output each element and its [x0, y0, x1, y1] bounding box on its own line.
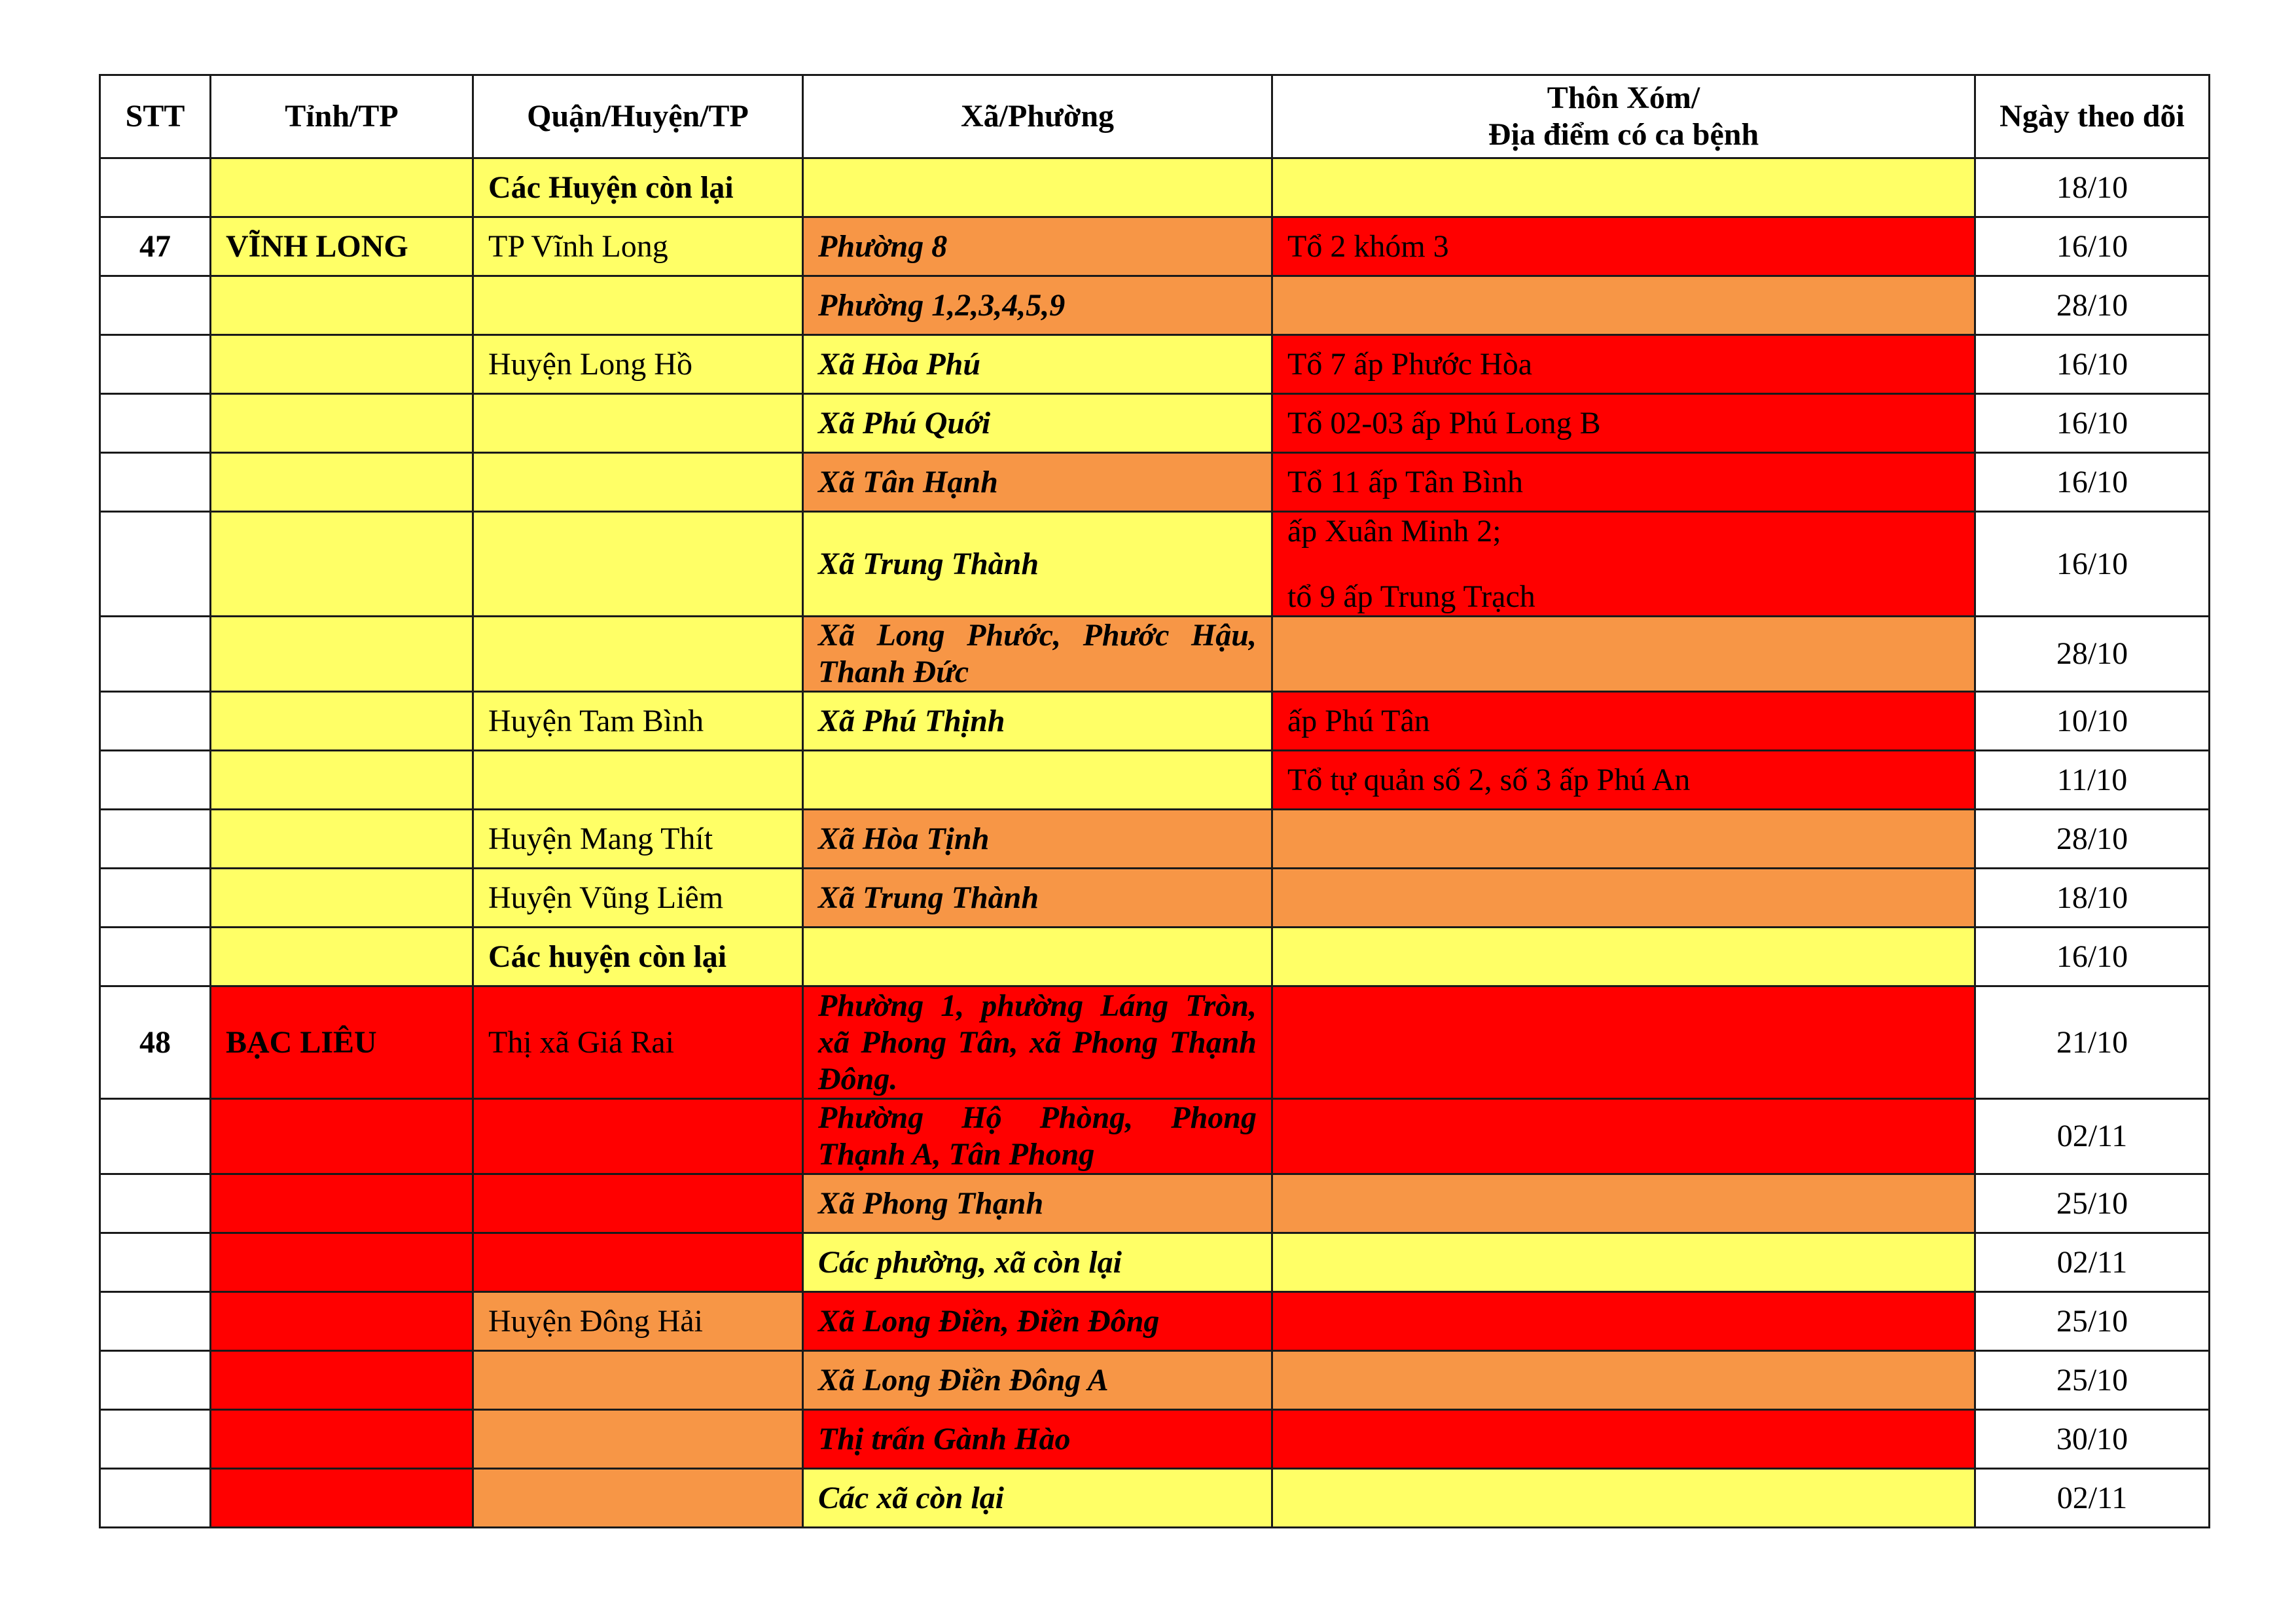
cell-stt: 48	[100, 986, 211, 1099]
cell-province: VĨNH LONG	[211, 217, 473, 276]
cell-date: 16/10	[1975, 512, 2210, 617]
table-row	[100, 335, 2210, 394]
cell-date: 18/10	[1975, 158, 2210, 217]
tracking-table	[99, 74, 2210, 1528]
cell-district: Các Huyện còn lại	[473, 158, 803, 217]
cell-stt	[100, 869, 211, 928]
cell-ward: Xã Trung Thành	[803, 512, 1272, 617]
cell-province: BẠC LIÊU	[211, 986, 473, 1099]
cell-location	[1272, 335, 1975, 394]
cell-stt	[100, 1469, 211, 1528]
location-line: Tổ 11 ấp Tân Bình	[1287, 464, 1523, 499]
cell-location	[1272, 1099, 1975, 1174]
cell-stt	[100, 276, 211, 335]
cell-stt	[100, 1292, 211, 1351]
cell-location	[1272, 394, 1975, 453]
table-row	[100, 1099, 2210, 1174]
cell-district	[473, 1469, 803, 1528]
cell-date: 16/10	[1975, 217, 2210, 276]
cell-province	[211, 394, 473, 453]
cell-stt	[100, 1174, 211, 1233]
cell-date: 16/10	[1975, 394, 2210, 453]
cell-location	[1272, 158, 1975, 217]
cell-ward: Xã Phong Thạnh	[803, 1174, 1272, 1233]
table-row	[100, 751, 2210, 810]
cell-district	[473, 512, 803, 617]
cell-district	[473, 1174, 803, 1233]
header-location-line2: Địa điểm có ca bệnh	[1488, 117, 1759, 152]
cell-date: 21/10	[1975, 986, 2210, 1099]
cell-location	[1272, 617, 1975, 692]
cell-ward: Xã Phú Thịnh	[803, 692, 1272, 751]
cell-district: Huyện Vũng Liêm	[473, 869, 803, 928]
cell-stt	[100, 810, 211, 869]
table-row	[100, 928, 2210, 986]
cell-date: 28/10	[1975, 276, 2210, 335]
cell-date: 02/11	[1975, 1469, 2210, 1528]
cell-ward: Thị trấn Gành Hào	[803, 1410, 1272, 1469]
header-ward: Xã/Phường	[803, 75, 1272, 158]
cell-location	[1272, 217, 1975, 276]
cell-ward: Phường 1, phường Láng Tròn, xã Phong Tân, xã Phong Thạnh Đông.	[803, 986, 1272, 1099]
location-line: ấp Xuân Minh 2;	[1287, 513, 1501, 549]
cell-province	[211, 1351, 473, 1410]
cell-date: 16/10	[1975, 928, 2210, 986]
table-row	[100, 1410, 2210, 1469]
cell-district	[473, 1233, 803, 1292]
cell-province	[211, 810, 473, 869]
cell-district	[473, 1410, 803, 1469]
cell-stt	[100, 1099, 211, 1174]
cell-ward	[803, 928, 1272, 986]
table-row	[100, 453, 2210, 512]
table-row	[100, 276, 2210, 335]
location-line: tổ 9 ấp Trung Trạch	[1287, 579, 1535, 614]
cell-stt: 47	[100, 217, 211, 276]
cell-district	[473, 617, 803, 692]
cell-stt	[100, 1410, 211, 1469]
location-line: Tổ 2 khóm 3	[1287, 228, 1449, 264]
cell-ward	[803, 158, 1272, 217]
location-line: Tổ 7 ấp Phước Hòa	[1287, 346, 1532, 382]
table-row	[100, 1233, 2210, 1292]
cell-date: 10/10	[1975, 692, 2210, 751]
cell-district	[473, 453, 803, 512]
cell-date: 30/10	[1975, 1410, 2210, 1469]
table-row	[100, 394, 2210, 453]
table-row	[100, 617, 2210, 692]
cell-district: Huyện Tam Bình	[473, 692, 803, 751]
cell-province	[211, 453, 473, 512]
cell-location	[1272, 1469, 1975, 1528]
cell-stt	[100, 617, 211, 692]
cell-district: Thị xã Giá Rai	[473, 986, 803, 1099]
table-row	[100, 512, 2210, 617]
cell-location	[1272, 751, 1975, 810]
cell-ward: Xã Phú Quới	[803, 394, 1272, 453]
cell-location	[1272, 1351, 1975, 1410]
cell-date: 25/10	[1975, 1174, 2210, 1233]
cell-date: 16/10	[1975, 453, 2210, 512]
cell-district: Huyện Đông Hải	[473, 1292, 803, 1351]
table-row	[100, 1469, 2210, 1528]
cell-ward: Các xã còn lại	[803, 1469, 1272, 1528]
cell-date: 02/11	[1975, 1099, 2210, 1174]
cell-province	[211, 1410, 473, 1469]
cell-district: Huyện Mang Thít	[473, 810, 803, 869]
cell-location	[1272, 1174, 1975, 1233]
cell-stt	[100, 512, 211, 617]
cell-ward: Xã Long Điền Đông A	[803, 1351, 1272, 1410]
cell-stt	[100, 394, 211, 453]
cell-province	[211, 512, 473, 617]
cell-ward: Xã Tân Hạnh	[803, 453, 1272, 512]
cell-province	[211, 1233, 473, 1292]
table-row	[100, 1174, 2210, 1233]
cell-province	[211, 617, 473, 692]
cell-location	[1272, 1233, 1975, 1292]
table-body	[100, 158, 2210, 1528]
cell-province	[211, 1174, 473, 1233]
cell-province	[211, 1099, 473, 1174]
cell-province	[211, 1292, 473, 1351]
table-row	[100, 1292, 2210, 1351]
cell-province	[211, 158, 473, 217]
cell-province	[211, 276, 473, 335]
cell-stt	[100, 928, 211, 986]
cell-province	[211, 751, 473, 810]
location-line: Tổ tự quản số 2, số 3 ấp Phú An	[1287, 762, 1691, 797]
cell-location	[1272, 692, 1975, 751]
cell-ward: Phường 1,2,3,4,5,9	[803, 276, 1272, 335]
header-row	[100, 75, 2210, 158]
cell-district: TP Vĩnh Long	[473, 217, 803, 276]
location-line: ấp Phú Tân	[1287, 703, 1430, 738]
cell-stt	[100, 692, 211, 751]
cell-ward: Xã Hòa Phú	[803, 335, 1272, 394]
cell-district	[473, 276, 803, 335]
cell-stt	[100, 1351, 211, 1410]
table-row	[100, 869, 2210, 928]
table-row	[100, 986, 2210, 1099]
cell-location	[1272, 276, 1975, 335]
cell-stt	[100, 335, 211, 394]
table-row	[100, 158, 2210, 217]
cell-province	[211, 692, 473, 751]
header-location-line1: Thôn Xóm/	[1547, 81, 1700, 115]
cell-ward: Phường 8	[803, 217, 1272, 276]
cell-location	[1272, 986, 1975, 1099]
cell-date: 16/10	[1975, 335, 2210, 394]
cell-district: Các huyện còn lại	[473, 928, 803, 986]
cell-district	[473, 751, 803, 810]
cell-location	[1272, 810, 1975, 869]
cell-province	[211, 869, 473, 928]
cell-date: 25/10	[1975, 1292, 2210, 1351]
cell-date: 28/10	[1975, 617, 2210, 692]
cell-ward: Xã Long Phước, Phước Hậu, Thanh Đức	[803, 617, 1272, 692]
cell-province	[211, 335, 473, 394]
table-row	[100, 217, 2210, 276]
header-date: Ngày theo dõi	[1975, 75, 2210, 158]
cell-ward: Xã Long Điền, Điền Đông	[803, 1292, 1272, 1351]
table-row	[100, 692, 2210, 751]
cell-location	[1272, 1292, 1975, 1351]
cell-ward	[803, 751, 1272, 810]
cell-stt	[100, 1233, 211, 1292]
cell-ward: Phường Hộ Phòng, Phong Thạnh A, Tân Phong	[803, 1099, 1272, 1174]
cell-location	[1272, 453, 1975, 512]
cell-date: 25/10	[1975, 1351, 2210, 1410]
table-row	[100, 1351, 2210, 1410]
cell-stt	[100, 751, 211, 810]
table-row	[100, 810, 2210, 869]
table-header	[100, 75, 2210, 158]
location-line: Tổ 02-03 ấp Phú Long B	[1287, 405, 1601, 441]
header-stt: STT	[100, 75, 211, 158]
cell-province	[211, 1469, 473, 1528]
cell-district	[473, 1099, 803, 1174]
cell-location	[1272, 1410, 1975, 1469]
cell-date: 11/10	[1975, 751, 2210, 810]
cell-stt	[100, 158, 211, 217]
cell-district: Huyện Long Hồ	[473, 335, 803, 394]
cell-ward: Xã Hòa Tịnh	[803, 810, 1272, 869]
cell-location	[1272, 869, 1975, 928]
cell-location	[1272, 512, 1975, 617]
cell-stt	[100, 453, 211, 512]
header-district: Quận/Huyện/TP	[473, 75, 803, 158]
header-location	[1272, 75, 1975, 158]
cell-ward: Xã Trung Thành	[803, 869, 1272, 928]
cell-date: 28/10	[1975, 810, 2210, 869]
cell-ward: Các phường, xã còn lại	[803, 1233, 1272, 1292]
cell-district	[473, 394, 803, 453]
cell-location	[1272, 928, 1975, 986]
cell-district	[473, 1351, 803, 1410]
cell-province	[211, 928, 473, 986]
cell-date: 02/11	[1975, 1233, 2210, 1292]
cell-date: 18/10	[1975, 869, 2210, 928]
header-province: Tỉnh/TP	[211, 75, 473, 158]
